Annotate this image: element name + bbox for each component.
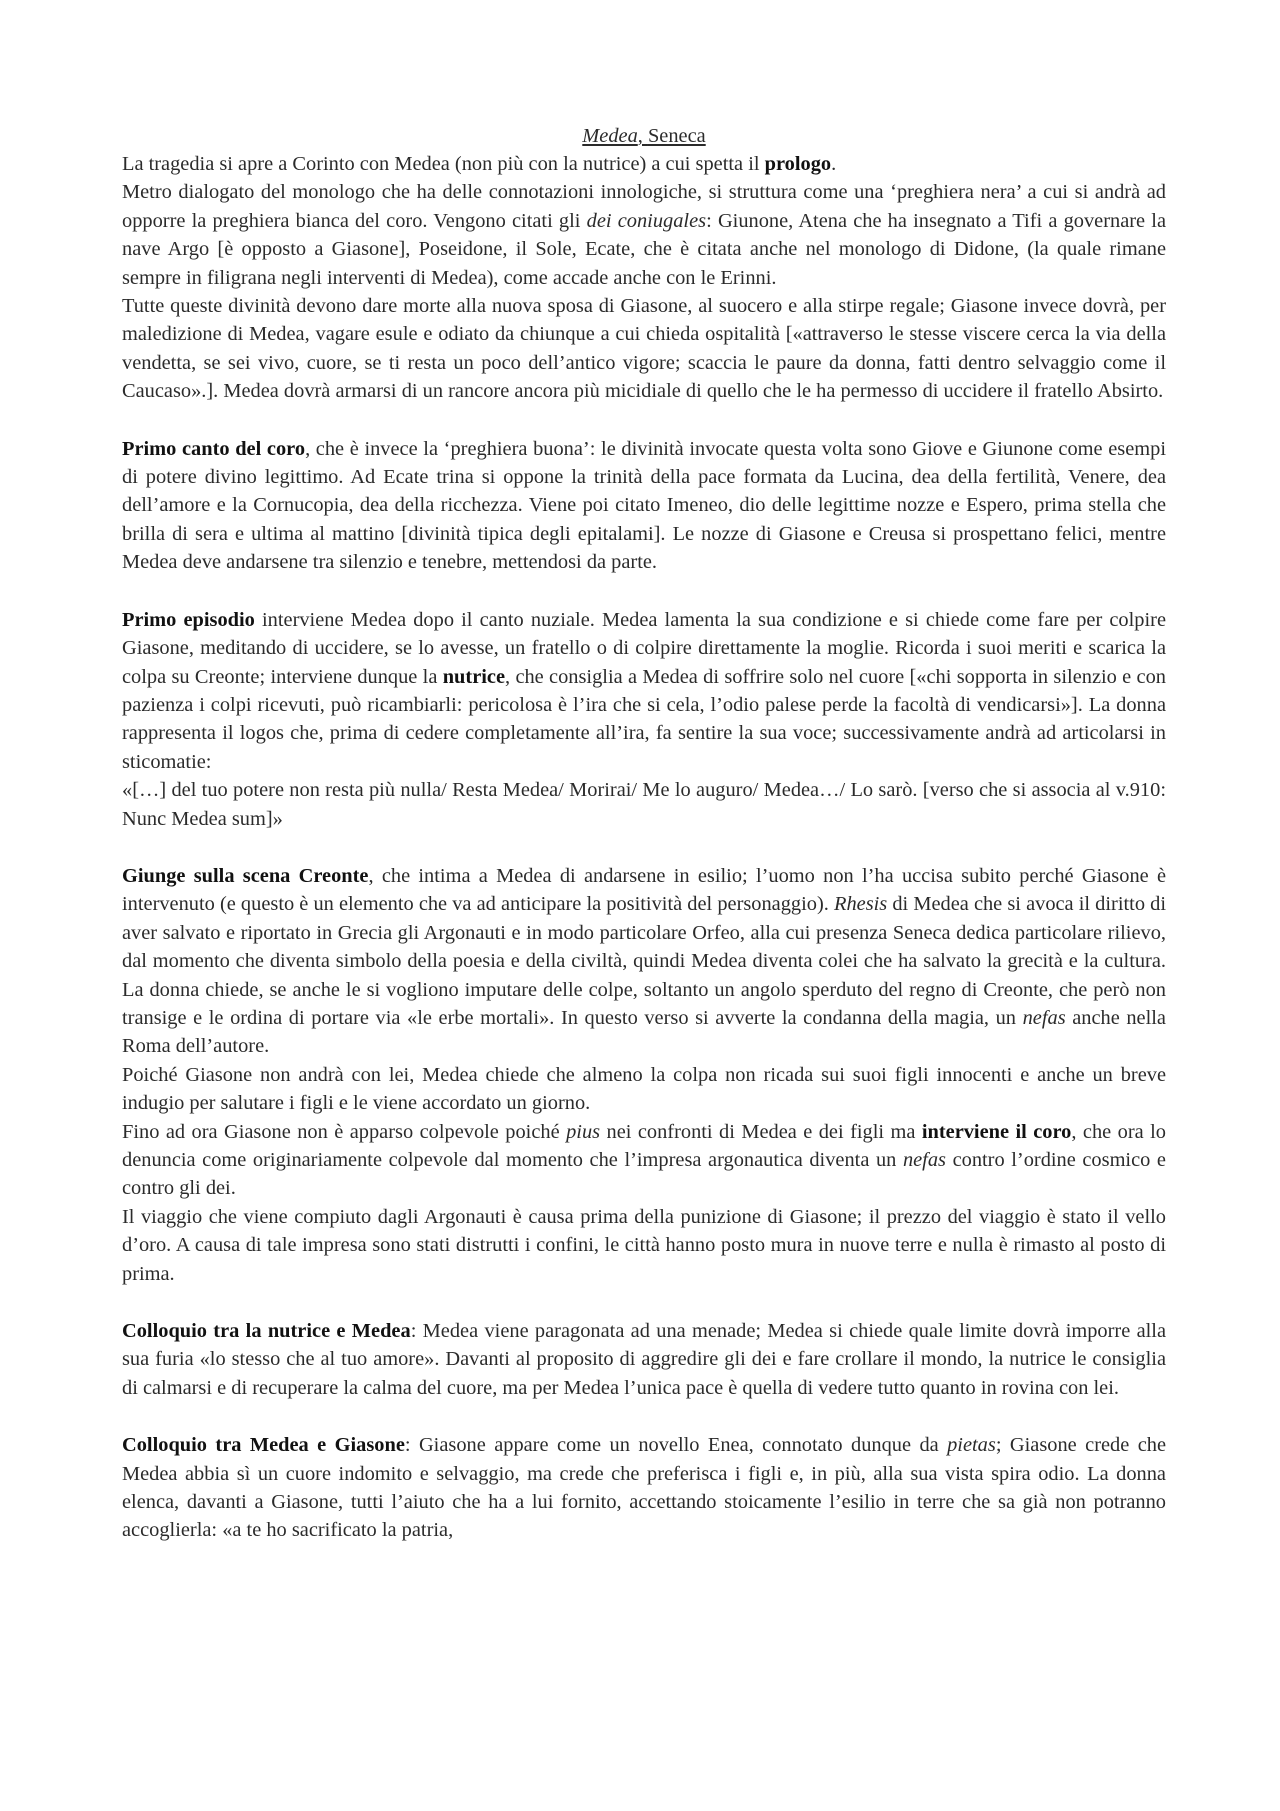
rhesis-term: Rhesis: [834, 893, 888, 916]
paragraph-gap: [122, 833, 1166, 862]
creon-text: , che intima a Medea di andarsene in esilio; l’uomo non l’ha uccisa subito perché Giasone è intervenuto (e questo è un elemento che va ad anticipare la positività del personaggio).: [122, 864, 1166, 916]
episode-one-paragraph: [122, 606, 1166, 776]
creon-second-paragraph: Poiché Giasone non andrà con lei, Medea chiede che almeno la colpa non ricada sui suoi figli innocenti e anche un breve indugio per salutare i figli e le viene accordato un giorno.: [122, 1063, 1166, 1115]
author-name: Seneca: [647, 125, 706, 147]
paragraph-gap: [122, 1402, 1166, 1431]
nurse-dialogue-heading: Colloquio tra la nutrice e Medea: [122, 1320, 411, 1343]
metre-text-continued: : Giunone, Atena che ha insegnato a Tifi a governare la nave Argo [è opposto a Giasone], Poseidone, il Sole, Ecate, che è citata anche nel monologo di Didone, (la quale rimane sempre in filigrana negli interventi di Medea), come accade anche con le Erinni.: [122, 209, 1166, 289]
chorus-one-paragraph: [122, 435, 1166, 577]
creon-paragraph: [122, 862, 1166, 1061]
episode-one-text: interviene Medea dopo il canto nuziale. Medea lamenta la sua condizione e si chiede come fare per colpire Giasone, meditando di uccidere, se lo avesse, un fratello o di colpire direttamente la moglie. Ricorda i suoi meriti e scarica la colpa su Creonte; interviene dunque la: [122, 608, 1166, 688]
jason-dialogue-heading: Colloquio tra Medea e Giasone: [122, 1434, 405, 1457]
jason-dialogue-text-continued: ; Giasone crede che Medea abbia sì un cuore indomito e selvaggio, ma crede che preferisca i figli e, in più, alla sua vista spira odio. La donna elenca, davanti a Giasone, tutti l’aiuto che ha a lui fornito, accettando stoicamente l’esilio in terre che sa già non potranno accoglierla: «a te ho sacrificato la patria,: [122, 1434, 1166, 1542]
nurse-dialogue-text: : Medea viene paragonata ad una menade; Medea si chiede quale limite dovrà imporre alla sua furia «lo stesso che al tuo amore». Davanti al proposito di aggredire gli dei e fare crollare il mondo, la nutrice le consiglia di calmarsi e di recuperare la calma del cuore, ma per Medea l’unica pace è quella di vedere tutto quanto in rovina con lei.: [122, 1320, 1167, 1399]
nutrice-keyword: nutrice: [442, 665, 506, 688]
pius-term: pius: [566, 1120, 601, 1143]
pietas-term: pietas: [947, 1434, 996, 1457]
paragraph-gap: [122, 1288, 1166, 1317]
paragraph-gap: [122, 406, 1166, 435]
prologue-metre-paragraph: [122, 178, 1166, 292]
chorus-intervention-paragraph: [122, 1118, 1166, 1203]
nurse-dialogue-paragraph: [122, 1317, 1166, 1402]
paragraph-gap: [122, 577, 1166, 606]
dei-coniugales-term: dei coniugales: [586, 209, 707, 232]
creon-text-continued: di Medea che si avoca il diritto di aver salvato e riportato in Grecia gli Argonauti e in modo particolare Orfeo, alla cui presenza Seneca dedica particolare rilievo, dal momento che diventa simbolo della poesia e della civiltà, quindi Medea diventa colei che ha salvato la grecità e la cultura. La donna chiede, se anche le si vogliono imputare delle colpe, soltanto un angolo sperduto del regno di Creonte, che però non transige e le ordina di portare via «le erbe mortali». In questo verso si avverte la condanna della magia, un: [122, 893, 1166, 1029]
creon-text-end: anche nella Roma dell’autore.: [122, 1006, 1166, 1058]
sticomatia-quote: «[…] del tuo potere non resta più nulla/ Resta Medea/ Morirai/ Me lo auguro/ Medea…/ Lo sarò. [verso che si associa al v.910: Nunc Medea sum]»: [122, 779, 1166, 830]
jason-guilt-text-continued: nei confronti di Medea e dei figli ma: [600, 1120, 922, 1143]
chorus-intervention-keyword: interviene il coro: [921, 1120, 1072, 1143]
prologue-period: .: [831, 153, 837, 175]
prologue-curse-paragraph: Tutte queste divinità devono dare morte alla nuova sposa di Giasone, al suocero e alla stirpe regale; Giasone invece dovrà, per maledizione di Medea, vagare esule e odiato da chiunque a cui chieda ospitalità [«attraverso le stesse viscere cerca la via della vendetta, se sei vivo, cuore, se ti resta un poco dell’antico vigore; scaccia le paure da donna, fatti dentro selvaggio come il Caucaso».]. Medea dovrà armarsi di un rancore ancora più micidiale di quello che le ha permesso di uccidere il fratello Absirto.: [122, 295, 1166, 403]
chorus-one-text: , che è invece la ‘preghiera buona’: le divinità invocate questa volta sono Giove e Giunone come esempi di potere divino legittimo. Ad Ecate trina si oppone la trinità della pace formata da Lucina, dea della fertilità, Venere, dea dell’amore e la Cornucopia, dea della ricchezza. Viene poi citato Imeneo, dio delle legittime nozze e Espero, prima stella che brilla di sera e ultima al mattino [divinità tipica degli epitalami]. Le nozze di Giasone e Creusa si prospettano felici, mentre Medea deve andarsene tra silenzio e tenebre, mettendosi da parte.: [122, 437, 1166, 574]
nefas-term-second: nefas: [902, 1149, 946, 1171]
argonauts-journey-paragraph: Il viaggio che viene compiuto dagli Argonauti è causa prima della punizione di Giasone; il prezzo del viaggio è stato il vello d’oro. A causa di tale impresa sono stati distrutti i confini, le città hanno posto mura in nuove terre e nulla è rimasto al posto di prima.: [122, 1205, 1166, 1285]
jason-dialogue-text: : Giasone appare come un novello Enea, connotato dunque da: [404, 1434, 948, 1457]
metre-text: Metro dialogato del monologo che ha delle connotazioni innologiche, si struttura come una ‘preghiera nera’ a cui si andrà ad opporre la preghiera bianca del coro. Vengono citati gli: [122, 181, 1166, 232]
jason-dialogue-paragraph: [122, 1431, 1166, 1545]
creon-heading: Giunge sulla scena Creonte: [122, 864, 369, 887]
chorus-one-heading: Primo canto del coro: [122, 437, 306, 460]
document-title: [122, 122, 1166, 150]
title-separator: ,: [637, 125, 648, 147]
chorus-intervention-text: , che ora lo denuncia come originariamente colpevole dal momento che l’impresa argonautica diventa un: [122, 1120, 1166, 1171]
episode-one-heading: Primo episodio: [122, 608, 255, 631]
nefas-term: nefas: [1022, 1006, 1066, 1029]
episode-one-text-continued: , che consiglia a Medea di soffrire solo nel cuore [«chi sopporta in silenzio e con pazienza i colpi ricevuti, può ricambiarli: pericolosa è l’ira che si cela, l’odio palese perde la facoltà di vendicarsi»]. La donna rappresenta il logos che, prima di cedere completamente all’ira, fa sentire la sua voce; successivamente andrà ad articolarsi in sticomatie:: [122, 665, 1166, 773]
chorus-intervention-end: contro l’ordine cosmico e contro gli dei.: [122, 1149, 1166, 1200]
work-title: Medea: [582, 125, 638, 147]
jason-guilt-text: Fino ad ora Giasone non è apparso colpevole poiché: [122, 1120, 567, 1143]
prologue-text: La tragedia si apre a Corinto con Medea (non più con la nutrice) a cui spetta il: [122, 153, 765, 175]
prologue-keyword: prologo: [764, 153, 832, 175]
prologue-intro: [122, 150, 1166, 178]
